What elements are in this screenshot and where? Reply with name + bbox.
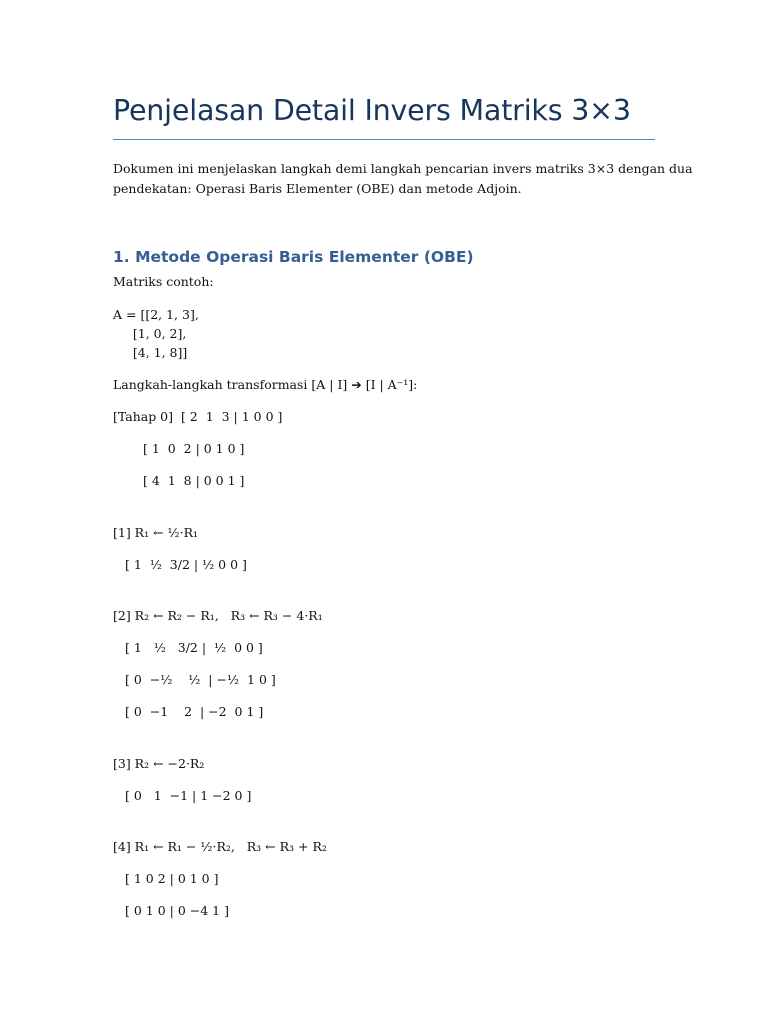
matrix-row-3: [4, 1, 8]] <box>113 345 188 360</box>
step0-label: [Tahap 0] [ 2 1 3 | 1 0 0 ] <box>113 409 283 424</box>
step2-operation: [2] R₂ ← R₂ − R₁, R₃ ← R₃ − 4·R₁ <box>113 608 323 623</box>
step3-row: [ 0 1 −1 | 1 −2 0 ] <box>125 788 252 803</box>
matrix-row-1: A = [[2, 1, 3], <box>113 307 199 322</box>
step2-row: [ 1 ½ 3/2 | ½ 0 0 ] <box>125 640 263 655</box>
matrix-row-2: [1, 0, 2], <box>113 326 187 341</box>
intro-line-2: pendekatan: Operasi Baris Elementer (OBE) dan metode Adjoin. <box>113 181 522 196</box>
step0-row: [ 1 0 2 | 0 1 0 ] <box>143 441 245 456</box>
step4-operation: [4] R₁ ← R₁ − ½·R₂, R₃ ← R₃ + R₂ <box>113 839 327 854</box>
step1-row: [ 1 ½ 3/2 | ½ 0 0 ] <box>125 557 247 572</box>
matrix-intro: Matriks contoh: <box>113 274 214 289</box>
step4-row: [ 0 1 0 | 0 −4 1 ] <box>125 903 229 918</box>
title-underline <box>113 139 655 140</box>
step3-operation: [3] R₂ ← −2·R₂ <box>113 756 205 771</box>
document-title: Penjelasan Detail Invers Matriks 3×3 <box>113 94 631 127</box>
step4-row: [ 1 0 2 | 0 1 0 ] <box>125 871 219 886</box>
transform-text: Langkah-langkah transformasi [A | I] ➔ [I | A⁻¹]: <box>113 377 418 392</box>
section-heading-obe: 1. Metode Operasi Baris Elementer (OBE) <box>113 248 474 266</box>
intro-line-1: Dokumen ini menjelaskan langkah demi langkah pencarian invers matriks 3×3 dengan dua <box>113 161 693 176</box>
step2-row: [ 0 −1 2 | −2 0 1 ] <box>125 704 264 719</box>
step0-row: [ 4 1 8 | 0 0 1 ] <box>143 473 245 488</box>
step1-operation: [1] R₁ ← ½·R₁ <box>113 525 199 540</box>
step2-row: [ 0 −½ ½ | −½ 1 0 ] <box>125 672 276 687</box>
